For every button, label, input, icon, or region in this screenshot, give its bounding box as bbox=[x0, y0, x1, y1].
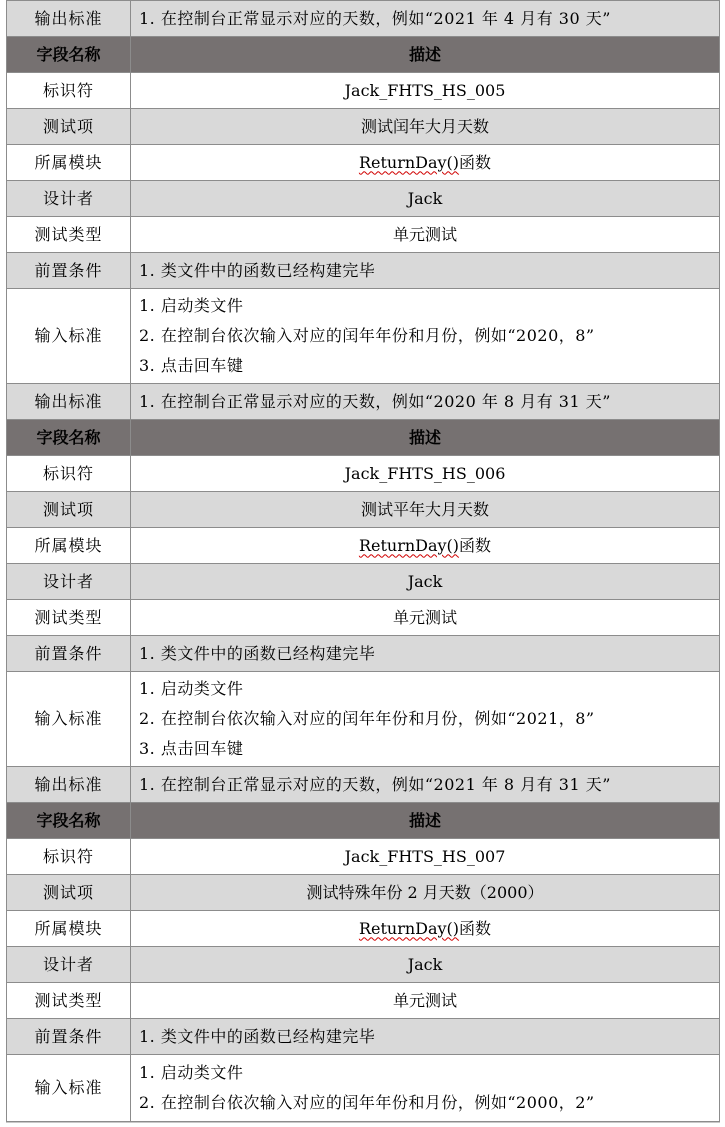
output-value: 1. 在控制台正常显示对应的天数，例如“2020 年 8 月有 31 天” bbox=[131, 384, 720, 420]
input-step: 1. 启动类文件 bbox=[139, 679, 244, 698]
module-suffix: 函数 bbox=[459, 918, 492, 938]
test-type-label: 测试类型 bbox=[7, 983, 131, 1019]
module-row bbox=[7, 528, 720, 564]
description-header: 描述 bbox=[131, 420, 720, 456]
output-label: 输出标准 bbox=[7, 1, 131, 37]
input-step: 2. 在控制台依次输入对应的闰年年份和月份，例如“2020，8” bbox=[139, 326, 595, 345]
input-row bbox=[7, 289, 720, 384]
input-step: 3. 点击回车键 bbox=[139, 356, 244, 375]
test-type-value: 单元测试 bbox=[131, 217, 720, 253]
output-text: 1. 在控制台正常显示对应的天数，例如“2021 年 4 月有 30 天” bbox=[131, 1, 720, 37]
precondition-label: 前置条件 bbox=[7, 1019, 131, 1055]
identifier-label: 标识符 bbox=[7, 73, 131, 109]
module-value bbox=[131, 911, 720, 947]
designer-row bbox=[7, 947, 720, 983]
identifier-label: 标识符 bbox=[7, 456, 131, 492]
output-row-prev bbox=[7, 1, 720, 37]
identifier-value: Jack_FHTS_HS_007 bbox=[131, 839, 720, 875]
input-value bbox=[131, 1055, 720, 1122]
input-row bbox=[7, 672, 720, 767]
input-row bbox=[7, 1055, 720, 1122]
module-label: 所属模块 bbox=[7, 911, 131, 947]
precondition-label: 前置条件 bbox=[7, 253, 131, 289]
test-item-row bbox=[7, 109, 720, 145]
page-bottom-rule bbox=[6, 1122, 720, 1123]
input-value bbox=[131, 672, 720, 767]
identifier-value: Jack_FHTS_HS_005 bbox=[131, 73, 720, 109]
module-row bbox=[7, 145, 720, 181]
test-type-row bbox=[7, 600, 720, 636]
test-item-label: 测试项 bbox=[7, 492, 131, 528]
identifier-row bbox=[7, 73, 720, 109]
module-value bbox=[131, 528, 720, 564]
designer-value: Jack bbox=[131, 564, 720, 600]
module-function-name: ReturnDay() bbox=[358, 152, 460, 172]
precondition-value: 1. 类文件中的函数已经构建完毕 bbox=[131, 1019, 720, 1055]
output-row bbox=[7, 384, 720, 420]
header-row bbox=[7, 420, 720, 456]
input-label: 输入标准 bbox=[7, 289, 131, 384]
test-item-label: 测试项 bbox=[7, 875, 131, 911]
field-name-header: 字段名称 bbox=[7, 37, 131, 73]
input-label: 输入标准 bbox=[7, 1055, 131, 1122]
output-label: 输出标准 bbox=[7, 767, 131, 803]
input-step: 2. 在控制台依次输入对应的闰年年份和月份，例如“2021，8” bbox=[139, 709, 595, 728]
test-type-row bbox=[7, 983, 720, 1019]
identifier-value: Jack_FHTS_HS_006 bbox=[131, 456, 720, 492]
test-case-table bbox=[6, 0, 720, 1122]
designer-label: 设计者 bbox=[7, 181, 131, 217]
module-row bbox=[7, 911, 720, 947]
output-value: 1. 在控制台正常显示对应的天数，例如“2021 年 8 月有 31 天” bbox=[131, 767, 720, 803]
description-header: 描述 bbox=[131, 37, 720, 73]
designer-row bbox=[7, 564, 720, 600]
precondition-row bbox=[7, 636, 720, 672]
test-item-label: 测试项 bbox=[7, 109, 131, 145]
module-function-name: ReturnDay() bbox=[358, 535, 460, 555]
input-label: 输入标准 bbox=[7, 672, 131, 767]
module-suffix: 函数 bbox=[459, 152, 492, 172]
header-row bbox=[7, 37, 720, 73]
test-item-value: 测试平年大月天数 bbox=[131, 492, 720, 528]
precondition-row bbox=[7, 253, 720, 289]
precondition-value: 1. 类文件中的函数已经构建完毕 bbox=[131, 253, 720, 289]
test-item-row bbox=[7, 492, 720, 528]
output-label: 输出标准 bbox=[7, 384, 131, 420]
identifier-label: 标识符 bbox=[7, 839, 131, 875]
identifier-row bbox=[7, 839, 720, 875]
precondition-row bbox=[7, 1019, 720, 1055]
input-step: 3. 点击回车键 bbox=[139, 739, 244, 758]
output-row bbox=[7, 767, 720, 803]
test-type-value: 单元测试 bbox=[131, 600, 720, 636]
precondition-value: 1. 类文件中的函数已经构建完毕 bbox=[131, 636, 720, 672]
input-step: 1. 启动类文件 bbox=[139, 296, 244, 315]
input-step: 1. 启动类文件 bbox=[139, 1063, 244, 1082]
precondition-label: 前置条件 bbox=[7, 636, 131, 672]
test-type-label: 测试类型 bbox=[7, 217, 131, 253]
input-value bbox=[131, 289, 720, 384]
identifier-row bbox=[7, 456, 720, 492]
test-item-row bbox=[7, 875, 720, 911]
test-type-value: 单元测试 bbox=[131, 983, 720, 1019]
designer-label: 设计者 bbox=[7, 947, 131, 983]
module-suffix: 函数 bbox=[459, 535, 492, 555]
designer-label: 设计者 bbox=[7, 564, 131, 600]
input-step: 2. 在控制台依次输入对应的闰年年份和月份，例如“2000，2” bbox=[139, 1093, 595, 1112]
module-label: 所属模块 bbox=[7, 528, 131, 564]
module-function-name: ReturnDay() bbox=[358, 918, 460, 938]
test-type-label: 测试类型 bbox=[7, 600, 131, 636]
test-type-row bbox=[7, 217, 720, 253]
field-name-header: 字段名称 bbox=[7, 420, 131, 456]
description-header: 描述 bbox=[131, 803, 720, 839]
module-value bbox=[131, 145, 720, 181]
test-item-value: 测试特殊年份 2 月天数（2000） bbox=[131, 875, 720, 911]
test-item-value: 测试闰年大月天数 bbox=[131, 109, 720, 145]
field-name-header: 字段名称 bbox=[7, 803, 131, 839]
module-label: 所属模块 bbox=[7, 145, 131, 181]
designer-value: Jack bbox=[131, 947, 720, 983]
designer-row bbox=[7, 181, 720, 217]
header-row bbox=[7, 803, 720, 839]
designer-value: Jack bbox=[131, 181, 720, 217]
